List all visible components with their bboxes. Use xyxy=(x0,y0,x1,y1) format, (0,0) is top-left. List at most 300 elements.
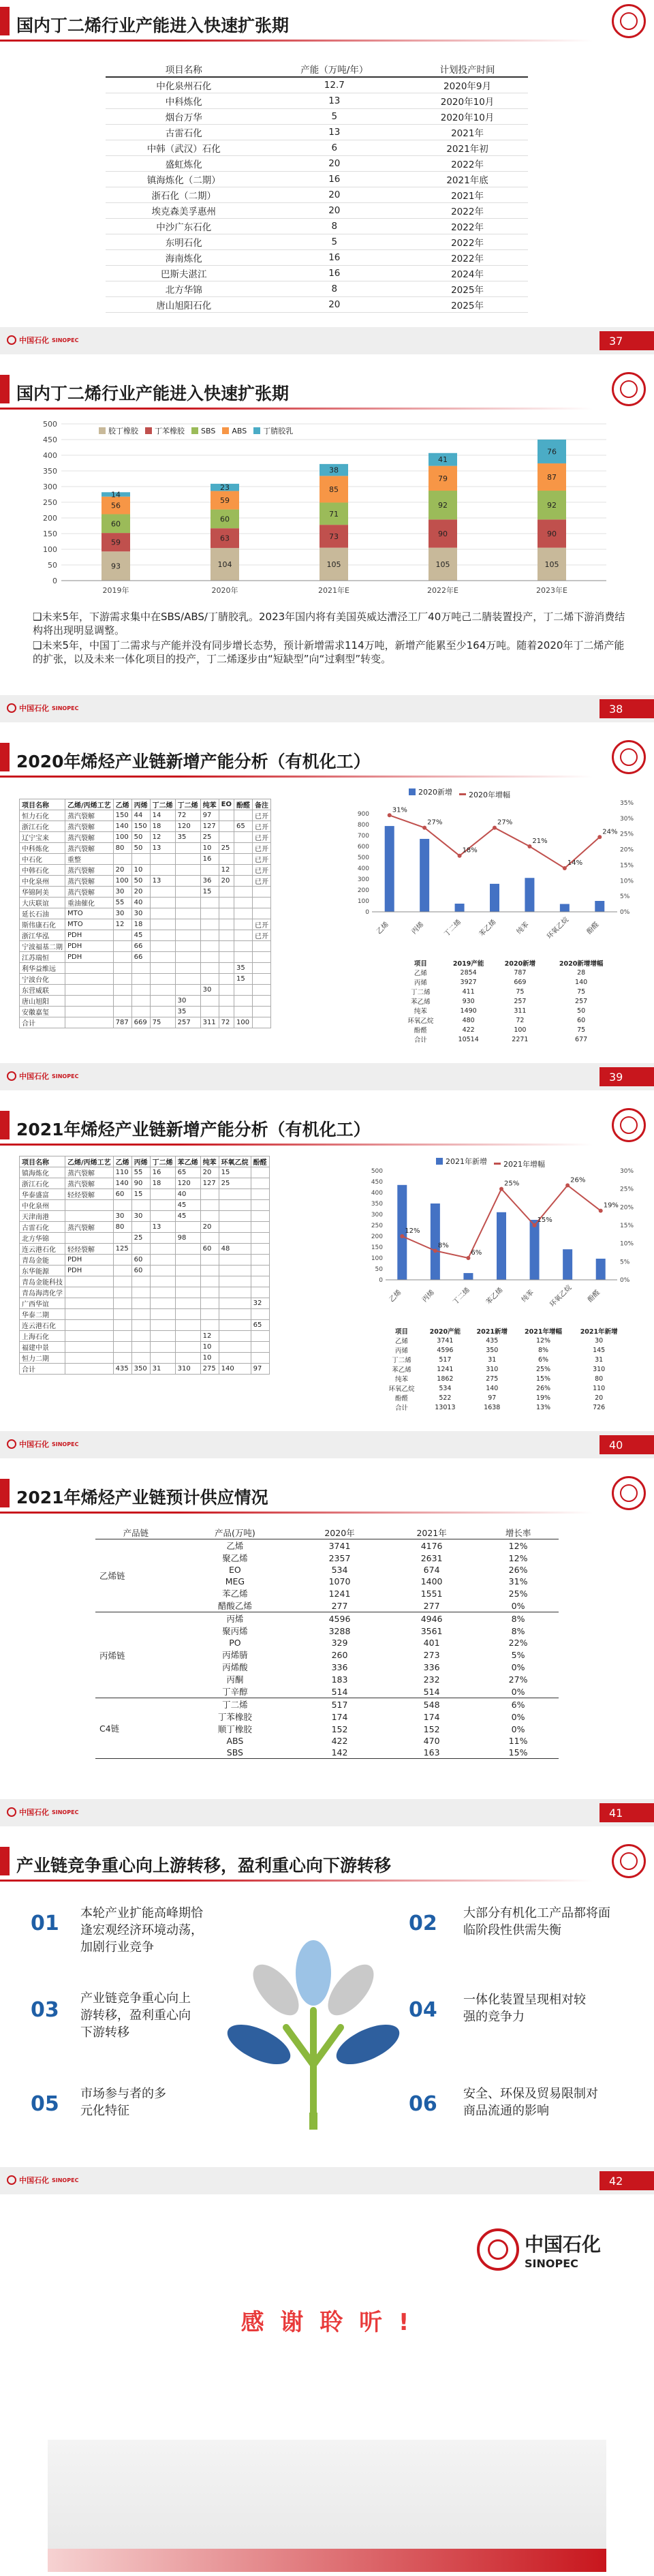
table-cell: 66 xyxy=(131,952,150,963)
legend-label: 丁苯橡胶 xyxy=(155,427,185,435)
growth-point xyxy=(597,835,602,839)
table-cell xyxy=(131,1309,150,1320)
table-cell xyxy=(131,996,150,1007)
y2-tick-label: 30% xyxy=(620,1168,634,1175)
data-label: 90 xyxy=(438,530,448,538)
table-cell: 5 xyxy=(262,234,407,250)
capacity-table-2021 xyxy=(19,1156,270,1375)
table-cell: 2024年 xyxy=(407,266,528,281)
table-cell: 72 xyxy=(175,810,200,821)
table-cell: 青岛海湾化学 xyxy=(20,1287,65,1298)
table-cell: 0% xyxy=(511,1600,525,1611)
table-cell: 25 xyxy=(219,843,234,854)
table-cell: PDH xyxy=(65,1266,114,1276)
table-cell: 利华益维远 xyxy=(20,963,65,974)
y-tick-label: 800 xyxy=(357,822,369,829)
table-cell xyxy=(113,985,131,996)
y2-tick-label: 10% xyxy=(620,878,634,885)
table-cell: 55 xyxy=(131,1167,150,1178)
table-cell: 18 xyxy=(150,821,175,832)
table-cell: 20 xyxy=(131,887,150,898)
slide-37 xyxy=(0,0,654,368)
table-cell: 蒸汽裂解 xyxy=(65,1222,114,1233)
table-row xyxy=(382,1364,627,1374)
table-cell: 100 xyxy=(113,876,131,887)
y-tick-label: 400 xyxy=(43,451,57,460)
table-cell: 65 xyxy=(251,1320,269,1331)
table-cell xyxy=(113,930,131,941)
table-cell xyxy=(253,952,271,963)
table-row xyxy=(382,1336,627,1345)
data-label: 63 xyxy=(220,534,230,543)
bar xyxy=(563,1249,572,1280)
table-cell xyxy=(175,1255,200,1266)
table-row xyxy=(20,1298,270,1309)
table-row xyxy=(106,297,528,313)
data-label: 14 xyxy=(111,490,121,500)
table-cell: 8% xyxy=(511,1625,525,1636)
table-cell: 1400 xyxy=(420,1576,443,1586)
table-header-cell: 2021年增幅 xyxy=(525,1328,562,1336)
y-tick-label: 0 xyxy=(365,909,369,916)
table-cell: 2020年9月 xyxy=(407,77,528,93)
table-cell xyxy=(251,1309,269,1320)
table-row xyxy=(20,1287,270,1298)
slide-title: 2021年烯烃产业链预计供应情况 xyxy=(16,1488,268,1507)
table-cell: 16 xyxy=(262,172,407,187)
slide-footer xyxy=(0,327,654,354)
bar xyxy=(463,1273,473,1280)
slide-footer xyxy=(0,2167,654,2194)
table-cell: 3288 xyxy=(328,1625,351,1636)
table-cell xyxy=(175,1331,200,1342)
table-cell: 55 xyxy=(113,898,131,908)
table-cell xyxy=(131,854,150,865)
table-cell: 中化泉州 xyxy=(20,1200,65,1211)
table-row xyxy=(20,974,271,985)
item-text-04: 一体化装置呈现相对较强的竞争力 xyxy=(463,1993,586,2024)
table-cell xyxy=(219,1233,251,1244)
y-tick-label: 300 xyxy=(371,1212,383,1218)
slide-footer xyxy=(0,1799,654,1826)
data-label: 105 xyxy=(435,559,450,569)
table-cell: 20 xyxy=(113,865,131,876)
table-cell: 30 xyxy=(595,1336,604,1345)
table-cell: 0% xyxy=(511,1711,525,1722)
table-header-cell: 产品(万吨) xyxy=(176,1527,294,1539)
footer-logo: 中国石化 SINOPEC xyxy=(7,2175,78,2186)
table-cell: 13 xyxy=(150,1222,175,1233)
table-cell: 苯乙烯 xyxy=(411,998,431,1006)
item-text-02: 大部分有机化工产品都将面临阶段性供需失衡 xyxy=(463,1906,610,1937)
table-cell xyxy=(65,996,114,1007)
table-cell xyxy=(200,1276,219,1287)
table-cell: 60 xyxy=(113,1189,131,1200)
table-cell xyxy=(253,908,271,919)
table-cell xyxy=(131,1342,150,1353)
data-label: 105 xyxy=(326,559,341,569)
title-accent xyxy=(0,7,10,35)
growth-point xyxy=(400,1234,404,1238)
table-cell: 25 xyxy=(200,832,219,843)
table-cell xyxy=(200,1233,219,1244)
table-cell: 1070 xyxy=(328,1576,351,1586)
table-cell xyxy=(251,1287,269,1298)
table-row xyxy=(20,1189,270,1200)
table-cell: 45 xyxy=(175,1211,200,1222)
table-row xyxy=(20,1309,270,1320)
table-cell: 5% xyxy=(511,1649,525,1660)
table-cell xyxy=(175,1320,200,1331)
table-cell: 6 xyxy=(262,140,407,156)
table-cell: 15 xyxy=(219,1167,251,1178)
table-cell: 435 xyxy=(486,1336,499,1345)
table-row xyxy=(106,77,528,93)
table-cell: 20 xyxy=(262,203,407,219)
table-cell: 镇海炼化（二期） xyxy=(106,172,262,187)
y-tick-label: 50 xyxy=(375,1266,383,1273)
y-tick-label: 100 xyxy=(357,898,369,905)
table-cell: 66 xyxy=(131,941,150,952)
data-label: 8% xyxy=(437,1242,449,1250)
table-cell xyxy=(234,996,253,1007)
new-capacity-chart-2021 xyxy=(361,1163,647,1326)
table-cell: 48 xyxy=(219,1244,251,1255)
table-cell: 336 xyxy=(423,1661,440,1672)
table-cell xyxy=(234,908,253,919)
item-text-05: 市场参与者的多元化特征 xyxy=(80,2087,166,2118)
y-tick-label: 200 xyxy=(357,887,369,894)
table-cell: 3561 xyxy=(420,1625,443,1636)
y-tick-label: 50 xyxy=(48,561,57,570)
table-cell xyxy=(219,941,234,952)
table-cell: 930 xyxy=(462,997,475,1005)
table-cell: 60 xyxy=(131,1266,150,1276)
table-cell: 12.7 xyxy=(262,77,407,93)
data-label: 92 xyxy=(547,501,557,510)
table-cell: 福建中景 xyxy=(20,1342,65,1353)
table-cell xyxy=(150,1309,175,1320)
table-cell: 2025年 xyxy=(407,281,528,297)
table-cell xyxy=(219,1189,251,1200)
table-cell xyxy=(150,963,175,974)
table-cell: 16 xyxy=(150,1167,175,1178)
table-cell: PDH xyxy=(65,1255,114,1266)
table-cell: 16 xyxy=(262,250,407,266)
growth-point xyxy=(422,826,426,830)
table-cell xyxy=(200,1266,219,1276)
table-cell xyxy=(219,1211,251,1222)
table-cell xyxy=(219,1287,251,1298)
data-label: 31% xyxy=(392,806,407,814)
page-number: 41 xyxy=(600,1803,654,1822)
table-cell: 已开 xyxy=(253,821,271,832)
table-cell: 中石化 xyxy=(20,854,65,865)
table-cell xyxy=(219,974,234,985)
table-row xyxy=(20,843,271,854)
data-label: 59 xyxy=(220,496,230,506)
table-cell xyxy=(113,1007,131,1017)
brand-cn: 中国石化 xyxy=(525,2233,602,2256)
y-tick-label: 500 xyxy=(43,420,57,429)
table-cell xyxy=(200,1007,219,1017)
table-cell: 青岛金能 xyxy=(20,1255,65,1266)
table-cell xyxy=(200,1287,219,1298)
table-cell: 东营威联 xyxy=(20,985,65,996)
butadiene-demand-chart xyxy=(34,417,620,601)
table-cell: 1638 xyxy=(484,1403,501,1411)
table-cell: 8% xyxy=(511,1613,525,1624)
table-cell: 30 xyxy=(175,996,200,1007)
table-cell: 已开 xyxy=(253,854,271,865)
table-cell: 257 xyxy=(175,1017,200,1028)
table-cell: 13 xyxy=(262,125,407,140)
y2-tick-label: 30% xyxy=(620,815,634,823)
data-label: 71 xyxy=(329,509,339,519)
table-cell: 6% xyxy=(511,1699,525,1710)
table-cell: 盛虹炼化 xyxy=(106,156,262,172)
title-accent xyxy=(0,1479,10,1507)
title-accent xyxy=(0,375,10,403)
table-cell: 江苏瑞恒 xyxy=(20,952,65,963)
data-label: 18% xyxy=(462,846,478,855)
table-cell: 已开 xyxy=(253,876,271,887)
table-cell xyxy=(253,985,271,996)
table-cell: 674 xyxy=(423,1565,440,1575)
footer-logo: 中国石化 SINOPEC xyxy=(7,1807,78,1818)
table-cell xyxy=(234,1007,253,1017)
table-cell: 277 xyxy=(423,1600,440,1611)
table-cell xyxy=(175,843,200,854)
slide-title: 产业链竞争重心向上游转移，盈利重心向下游转移 xyxy=(16,1856,392,1875)
table-cell xyxy=(65,1200,114,1211)
data-label: 12% xyxy=(405,1227,420,1235)
table-cell xyxy=(219,821,234,832)
slide-footer xyxy=(0,1063,654,1090)
table-cell xyxy=(200,1309,219,1320)
table-cell xyxy=(113,1298,131,1309)
table-cell xyxy=(234,930,253,941)
table-cell xyxy=(175,1342,200,1353)
table-cell xyxy=(219,854,234,865)
table-row xyxy=(20,1007,271,1017)
table-cell xyxy=(150,952,175,963)
table-cell: 35 xyxy=(175,1007,200,1017)
group-cell: C4链 xyxy=(99,1723,120,1734)
table-cell: 合计 xyxy=(20,1017,65,1028)
table-cell: 329 xyxy=(331,1638,348,1648)
table-row xyxy=(399,1006,617,1015)
table-cell: 20 xyxy=(595,1394,604,1402)
table-row xyxy=(106,156,528,172)
table-cell xyxy=(150,996,175,1007)
table-cell: 50 xyxy=(131,843,150,854)
item-number-02: 02 xyxy=(409,1912,437,1935)
page-number: 38 xyxy=(600,699,654,718)
table-cell: 30 xyxy=(113,1211,131,1222)
table-cell: 恒力二期 xyxy=(20,1353,65,1364)
table-cell: 669 xyxy=(514,978,527,986)
table-cell xyxy=(175,985,200,996)
table-row xyxy=(106,109,528,125)
y2-tick-label: 10% xyxy=(620,1240,634,1248)
table-cell: 110 xyxy=(113,1167,131,1178)
table-cell: 1241 xyxy=(437,1365,454,1373)
table-cell xyxy=(150,930,175,941)
table-cell: MTO xyxy=(65,919,114,930)
data-label: 59 xyxy=(111,538,121,547)
table-cell xyxy=(175,1276,200,1287)
table-cell: 4596 xyxy=(437,1346,454,1354)
data-label: 38 xyxy=(329,465,339,475)
table-cell: 蒸汽裂解 xyxy=(65,1167,114,1178)
table-cell: 75 xyxy=(516,987,525,996)
table-cell: 唐山旭阳 xyxy=(20,996,65,1007)
table-cell: 蒸汽裂解 xyxy=(65,832,114,843)
table-cell: 97 xyxy=(251,1364,269,1375)
data-label: 27% xyxy=(497,818,513,827)
table-row xyxy=(20,1276,270,1287)
data-label: 60 xyxy=(220,515,230,524)
table-cell: 140 xyxy=(575,978,588,986)
sinopec-logo-icon xyxy=(612,1476,646,1510)
table-cell: 环氧乙烷 xyxy=(388,1385,415,1393)
table-cell: 连云港石化 xyxy=(20,1244,65,1255)
item-number-05: 05 xyxy=(31,2092,59,2116)
table-row xyxy=(399,977,617,987)
table-cell: 275 xyxy=(486,1375,499,1383)
legend-label: 丁腈胶乳 xyxy=(263,427,294,435)
data-label: 90 xyxy=(547,530,557,538)
table-cell xyxy=(251,1342,269,1353)
table-cell xyxy=(65,1309,114,1320)
table-cell xyxy=(150,1266,175,1276)
data-label: 15% xyxy=(537,1216,552,1224)
table-cell xyxy=(234,810,253,821)
table-cell: 275 xyxy=(200,1364,219,1375)
table-row xyxy=(20,1211,270,1222)
x-tick-label: 环氧乙烷 xyxy=(548,1284,574,1309)
table-cell: 20 xyxy=(200,1222,219,1233)
table-cell: 310 xyxy=(593,1365,606,1373)
table-cell xyxy=(113,941,131,952)
table-cell: 2025年 xyxy=(407,297,528,313)
y-tick-label: 300 xyxy=(43,482,57,491)
capacity-table-2020 xyxy=(19,799,271,1028)
slide-40 xyxy=(0,1104,654,1472)
sinopec-logo-icon xyxy=(612,1844,646,1878)
y-tick-label: 150 xyxy=(43,530,57,538)
table-cell: 华锦阿美 xyxy=(20,887,65,898)
table-cell xyxy=(219,1007,234,1017)
table-row xyxy=(95,1612,559,1625)
table-cell: 镇海炼化 xyxy=(20,1167,65,1178)
bar xyxy=(420,839,429,912)
table-cell: 丁苯橡胶 xyxy=(217,1712,252,1722)
summary-table-2020 xyxy=(399,958,617,1044)
table-cell: 127 xyxy=(200,1178,219,1189)
table-cell xyxy=(200,1255,219,1266)
table-cell: 4946 xyxy=(420,1613,443,1624)
table-cell: 60 xyxy=(131,1255,150,1266)
table-cell: 40 xyxy=(175,1189,200,1200)
y2-tick-label: 20% xyxy=(620,1204,634,1212)
table-cell: 140 xyxy=(113,821,131,832)
table-cell: 470 xyxy=(423,1736,440,1746)
table-cell: 2022年 xyxy=(407,250,528,266)
table-row xyxy=(20,952,271,963)
table-cell: 257 xyxy=(514,997,527,1005)
data-label: 24% xyxy=(602,828,618,836)
table-row xyxy=(399,968,617,977)
y-tick-label: 500 xyxy=(357,855,369,861)
table-cell xyxy=(113,1287,131,1298)
table-cell xyxy=(200,865,219,876)
data-label: 87 xyxy=(547,472,557,482)
table-cell: 11% xyxy=(508,1736,528,1746)
table-cell: PDH xyxy=(65,952,114,963)
table-cell: 10 xyxy=(131,865,150,876)
data-label: 85 xyxy=(329,485,339,494)
table-cell xyxy=(234,832,253,843)
y-tick-label: 0 xyxy=(52,577,57,585)
table-row xyxy=(20,930,271,941)
table-cell xyxy=(150,919,175,930)
table-cell: 50 xyxy=(131,876,150,887)
bar xyxy=(525,878,534,912)
table-cell: 东华能源 xyxy=(20,1266,65,1276)
page-number: 37 xyxy=(600,331,654,350)
table-cell xyxy=(175,1222,200,1233)
table-cell xyxy=(65,1298,114,1309)
table-row xyxy=(95,1698,559,1711)
table-cell: 4176 xyxy=(420,1540,443,1551)
data-label: 27% xyxy=(427,818,443,827)
table-cell: 65 xyxy=(175,1167,200,1178)
table-row xyxy=(20,1255,270,1266)
x-tick-label: 2019年 xyxy=(102,586,129,595)
closing-red-bar xyxy=(48,2549,606,2572)
table-cell: 丙烯 xyxy=(394,1347,408,1355)
table-cell xyxy=(113,963,131,974)
table-cell: 已开 xyxy=(253,919,271,930)
table-header-cell: 环氧乙烷 xyxy=(219,1156,251,1167)
item-text-01: 本轮产业扩能高峰期恰逢宏观经济环境动荡，加剧行业竞争 xyxy=(80,1906,203,1954)
table-cell xyxy=(113,996,131,1007)
table-cell: 3741 xyxy=(437,1336,454,1345)
table-cell: 32 xyxy=(251,1298,269,1309)
table-cell: 534 xyxy=(331,1565,348,1575)
table-cell: 纯苯 xyxy=(394,1376,408,1383)
table-cell: 311 xyxy=(514,1007,527,1015)
table-cell xyxy=(150,854,175,865)
sinopec-logo-icon xyxy=(477,2228,519,2271)
table-header-cell: 酚醛 xyxy=(251,1156,269,1167)
table-cell xyxy=(150,985,175,996)
table-cell: 120 xyxy=(175,821,200,832)
table-cell xyxy=(65,1331,114,1342)
table-row xyxy=(20,1233,270,1244)
table-cell: 45 xyxy=(175,1200,200,1211)
y-tick-label: 450 xyxy=(371,1179,383,1186)
table-cell: 合计 xyxy=(414,1037,427,1044)
growth-point xyxy=(433,1248,437,1253)
table-cell xyxy=(234,876,253,887)
table-cell: 517 xyxy=(331,1699,348,1710)
table-cell xyxy=(175,1266,200,1276)
table-header-cell: 丁二烯 xyxy=(175,799,200,810)
table-row xyxy=(106,281,528,297)
